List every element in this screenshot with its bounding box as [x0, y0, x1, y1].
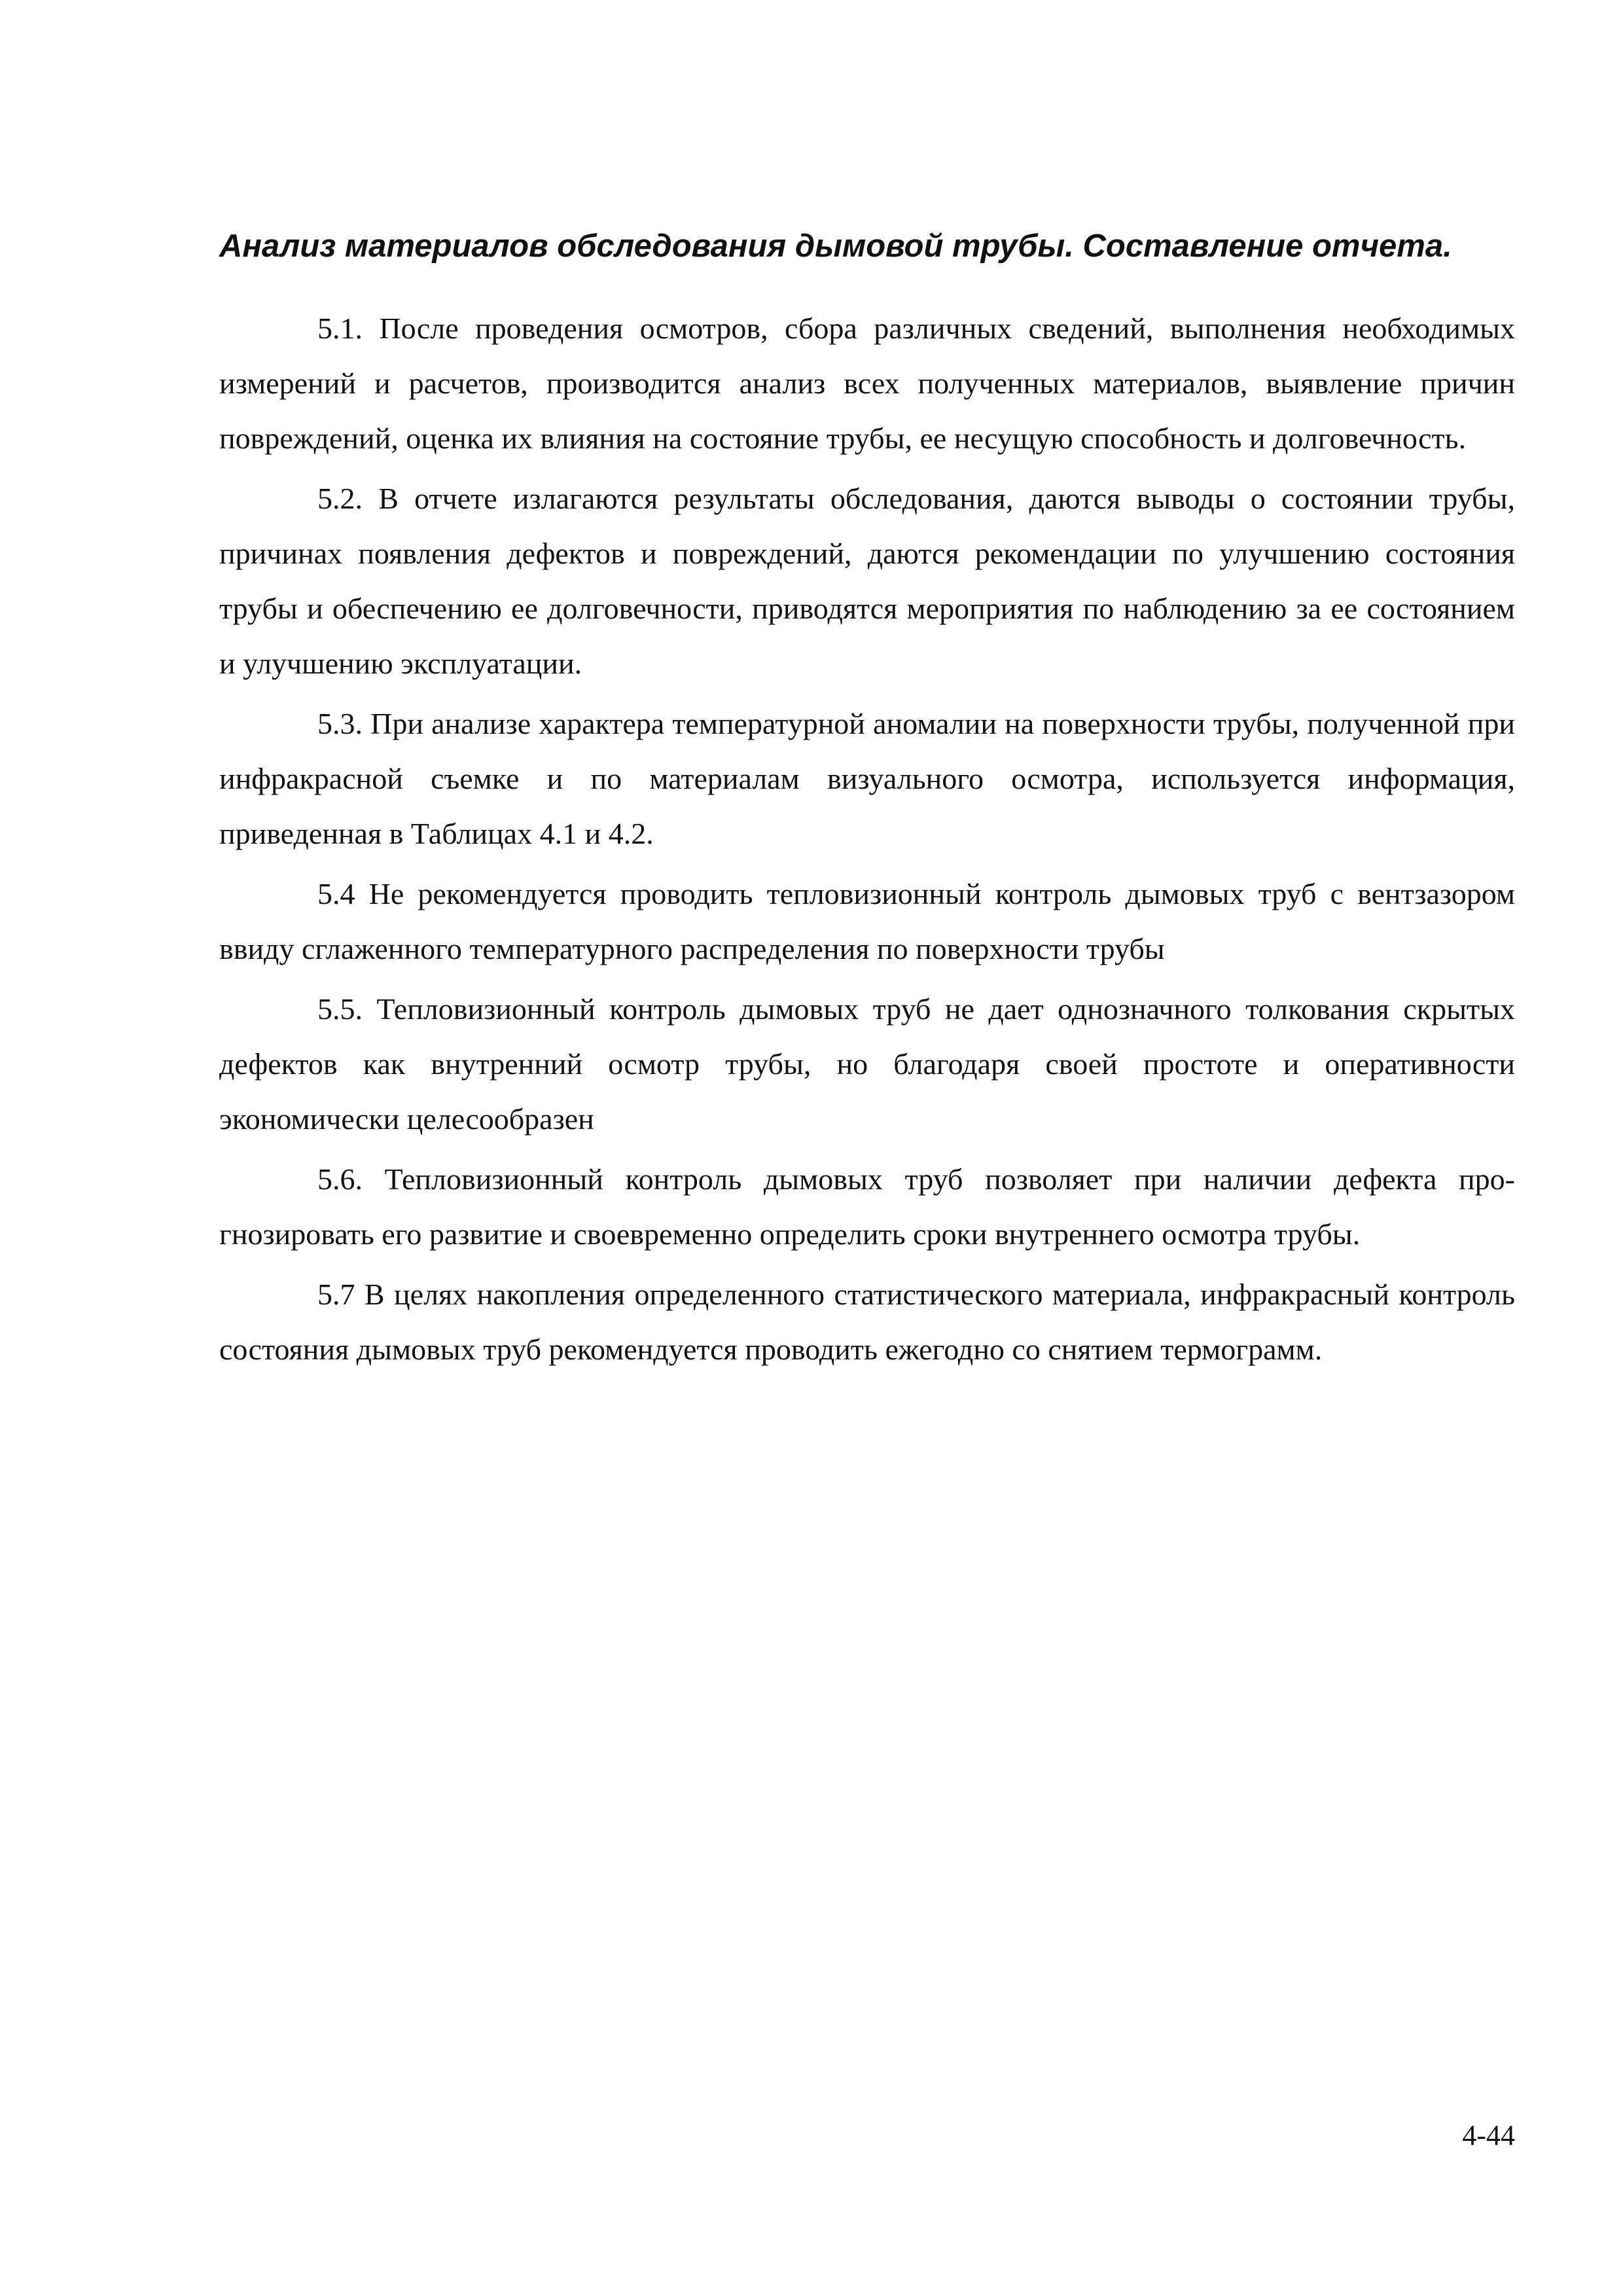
section-heading: Анализ материалов обследования дымовой трубы. Составление отчета.: [219, 228, 1452, 264]
paragraph-5-6: 5.6. Тепловизионный контроль дымовых труб позволяет при наличии дефекта прогнозировать его развитие и своевременно определить сроки внутреннего осмотра трубы.: [219, 1162, 1515, 1251]
paragraph-5-7: 5.7 В целях накопления определенного статистического материала, инфракрасный контроль состояния дымовых труб рекомендуется проводить ежегодно со снятием термограмм.: [219, 1278, 1515, 1366]
paragraph-5-5: 5.5. Тепловизионный контроль дымовых труб не дает однозначного толкования скрытых дефектов как внутренний осмотр трубы, но благодаря своей простоте и оперативности экономически целесообразен: [219, 992, 1515, 1136]
page-number: 4-44: [1462, 2119, 1515, 2151]
section-body: [219, 301, 1515, 1382]
paragraph-5-4: 5.4 Не рекомендуется проводить тепловизионный контроль дымовых труб с вентзазором ввиду сглаженного температурного распределения по поверхности трубы: [219, 877, 1515, 965]
paragraph-5-1: 5.1. После проведения осмотров, сбора различных сведений, выполнения необходимых измерений и расчетов, производится анализ всех полученных материалов, выявление причин повреждений, оценка их влияния на состояние трубы, ее несущую способность и долговечность.: [219, 312, 1515, 455]
paragraph-5-2: 5.2. В отчете излагаются результаты обследования, даются выводы о состоянии трубы, причинах появления дефектов и повреждений, даются рекомендации по улучшению состояния трубы и обеспечению ее долговечности, приводятся мероприятия по наблюдению за ее состоянием и улучшению эксплуатации.: [219, 482, 1515, 680]
paragraph-5-3: 5.3. При анализе характера температурной аномалии на поверхности трубы, полученной при инфракрасной съемке и по материалам визуального осмотра, используется информация, приведенная в Таблицах 4.1 и 4.2.: [219, 707, 1515, 850]
